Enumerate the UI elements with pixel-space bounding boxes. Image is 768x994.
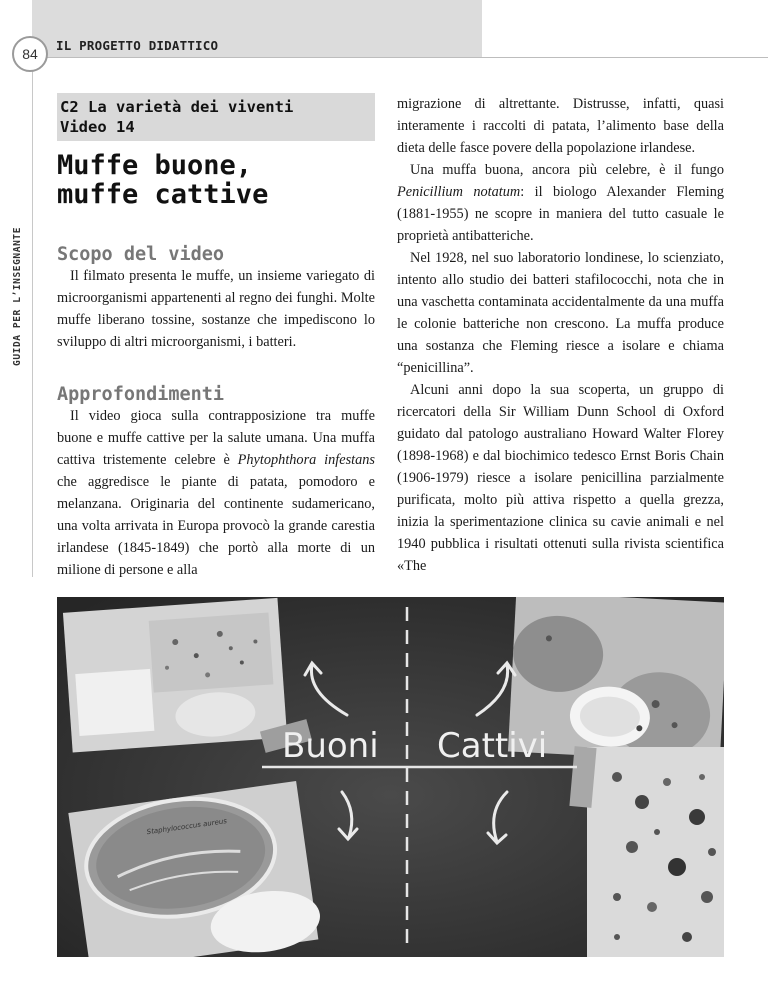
approfondimenti-paragraph — [57, 405, 375, 581]
scopo-heading: Scopo del video — [57, 244, 225, 265]
right-column — [397, 93, 724, 577]
dish-label: Staphylococcus aureus — [146, 817, 228, 837]
approfondimenti-heading: Approfondimenti — [57, 384, 225, 405]
title-line2: muffe cattive — [57, 179, 269, 210]
label-good: Buoni — [282, 726, 379, 766]
penicillium-name: Penicillium notatum — [397, 184, 521, 200]
side-label: GUIDA PER L’INSEGNANTE — [12, 226, 23, 366]
species-name: Phytophthora infestans — [237, 452, 375, 468]
chalkboard-illustration — [57, 597, 724, 957]
label-bad: Cattivi — [437, 726, 548, 766]
left-column — [57, 93, 375, 581]
scopo-paragraph: Il filmato presenta le muffe, un insieme variegato di microorganismi appartenenti al regno dei funghi. Molte muffe liberano tossine, sostanze che impediscono lo sviluppo di altri microorganismi, i batteri. — [57, 268, 375, 350]
right-paragraph-1 — [397, 159, 724, 247]
title-line1: Muffe buone, — [57, 150, 253, 181]
section-line1: C2 La varietà dei viventi — [60, 98, 294, 116]
approf-text-b: che aggredisce le piante di patata, pomodoro e melanzana. Originaria del continente sudamericano, una volta arrivata in Europa provocò la grande carestia irlandese (1845-1849) che portò alla morte di un milione di persone e alla — [57, 474, 375, 578]
right-p1-b: : il biologo Alexander Fleming (1881-1955) ne scopre in maniera del tutto casuale le proprietà antibatteriche. — [397, 184, 725, 244]
running-head: IL PROGETTO DIDATTICO — [56, 38, 219, 53]
approf-text-a: Il video gioca sulla contrapposizione tra muffe buone e muffe cattive per la salute umana. Una muffa cattiva tristemente celebre è — [57, 408, 375, 468]
moldy-wall-photo — [587, 747, 724, 957]
right-p1-a: Una muffa buona, ancora più celebre, è il fungo — [410, 162, 724, 178]
section-line2: Video 14 — [60, 118, 135, 136]
left-margin-rule — [32, 57, 33, 577]
right-paragraph-2: Nel 1928, nel suo laboratorio londinese, lo scienziato, intento allo studio dei batteri stafilococchi, nota che in una vaschetta contaminata accidentalmente da una muffa le colonie batteriche non crescono. La muffa produce una sostanza che Fleming riesce a isolare e chiama “penicillina”. — [397, 250, 724, 376]
page-title — [57, 151, 375, 209]
right-paragraph-3: Alcuni anni dopo la sua scoperta, un gruppo di ricercatori della Sir William Dunn School di Oxford guidato dal patologo australiano Howard Walter Florey (1898-1968) e dal biochimico tedesco Ernst Boris Chain (1906-1979) riesce a isolare penicillina parzialmente purificata, molto più attiva rispetto a quella grezza, inizia la sperimentazione clinica su cavie animali e nel 1940 pubblica i risultati ottenuti sulla rivista scientifica «The — [397, 382, 724, 574]
chalkboard-photo — [57, 597, 724, 957]
cheese-photo — [63, 598, 287, 753]
page-number: 84 — [12, 36, 48, 72]
right-paragraph-0: migrazione di altrettante. Distrusse, infatti, quasi interamente i raccolti di patata, l’alimento base della dieta delle fasce povere della popolazione irlandese. — [397, 96, 724, 156]
header-rule — [32, 57, 768, 58]
section-box — [57, 93, 375, 141]
